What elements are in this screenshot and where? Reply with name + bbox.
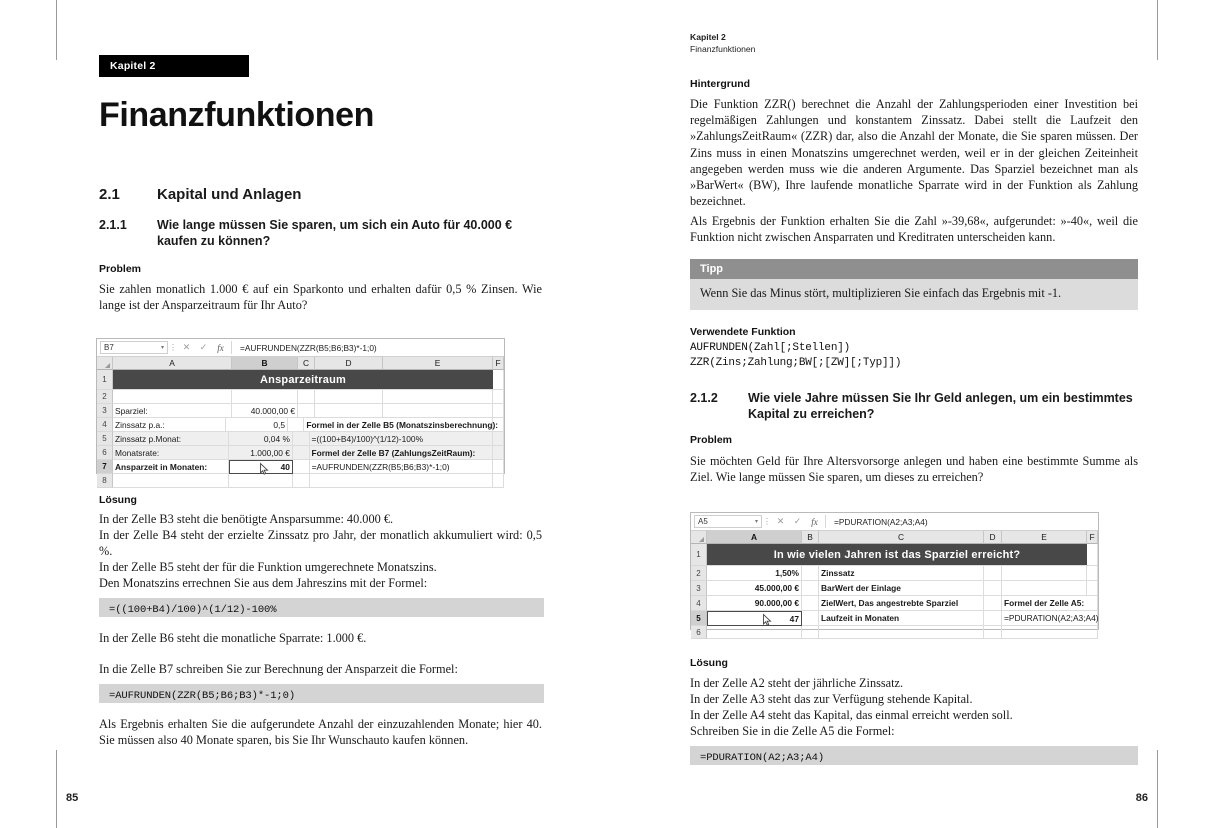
excel-cell-e5-2[interactable]: =PDURATION(A2;A3;A4)	[1002, 611, 1098, 626]
excel-cell-e4-2[interactable]: Formel der Zelle A5:	[1002, 596, 1098, 611]
solution-line-2: In der Zelle B4 steht der erzielte Zinssatz pro Jahr, der monatlich akkumuliert wird: 0,5 %.	[99, 528, 542, 559]
excel-column-header-row	[97, 357, 504, 370]
excel-cell-c6-2[interactable]	[819, 626, 984, 639]
page-title: Finanzfunktionen	[99, 96, 375, 134]
column-header-f-2[interactable]: F	[1087, 531, 1098, 544]
formula-box-1: =((100+B4)/100)^(1/12)-100%	[99, 598, 544, 617]
excel-row-4	[97, 418, 504, 432]
select-all-corner-2[interactable]	[691, 531, 707, 544]
page-right	[607, 0, 1214, 828]
chapter-tag: Kapitel 2	[99, 55, 249, 77]
excel-cell-c2[interactable]	[298, 390, 315, 404]
excel-cell-b2[interactable]	[232, 390, 298, 404]
row-header-3[interactable]: 3	[97, 404, 113, 418]
excel-cell-d5-2[interactable]	[984, 611, 1002, 626]
column-header-a[interactable]: A	[113, 357, 232, 370]
tip-box	[690, 259, 1138, 310]
used-function-2: ZZR(Zins;Zahlung;BW[;[ZW][;Typ]])	[690, 357, 902, 369]
excel-formula-input[interactable]: =AUFRUNDEN(ZZR(B5;B6;B3)*-1;0)	[240, 342, 377, 353]
row-header-1[interactable]: 1	[97, 370, 113, 390]
after-formula-text: In der Zelle B6 steht die monatliche Sparrate: 1.000 €.	[99, 631, 367, 645]
excel-cell-a6[interactable]: Monatsrate:	[113, 446, 229, 460]
excel-cell-a5-active[interactable]: 47	[707, 611, 802, 626]
excel-cell-f4[interactable]	[493, 418, 504, 432]
excel-row-4-2	[691, 596, 1098, 611]
problem-label-right: Problem	[690, 434, 733, 446]
excel-cell-b6[interactable]: 1.000,00 €	[229, 446, 293, 460]
excel-cell-d8[interactable]	[310, 474, 494, 488]
excel-row-6	[97, 446, 504, 460]
row-header-3-2[interactable]: 3	[691, 581, 707, 596]
formula-box-right: =PDURATION(A2;A3;A4)	[690, 746, 1138, 765]
excel-row-5-2	[691, 611, 1098, 626]
excel-cell-a5[interactable]: Zinssatz p.Monat:	[113, 432, 229, 446]
column-header-c-2[interactable]: C	[819, 531, 984, 544]
chevron-down-icon[interactable]: ▾	[160, 345, 164, 351]
more-options-icon[interactable]: ⋮	[169, 343, 177, 352]
excel-cell-d6-2[interactable]	[984, 626, 1002, 639]
row-header-4-2[interactable]: 4	[691, 596, 707, 611]
row-header-8[interactable]: 8	[97, 474, 113, 488]
excel-cell-f6[interactable]	[493, 446, 504, 460]
accept-icon-2[interactable]: ✓	[793, 516, 802, 526]
section-title: Kapital und Anlagen	[157, 186, 302, 203]
excel-cell-f2-2[interactable]	[1087, 566, 1098, 581]
excel-name-box-2[interactable]	[694, 515, 762, 528]
mouse-pointer-icon-2	[763, 614, 772, 626]
excel-title-banner: Ansparzeitraum	[113, 370, 493, 390]
page-edge-rule-bottom-right	[1157, 750, 1158, 828]
excel-cell-c8[interactable]	[293, 474, 310, 488]
excel-row-3	[97, 404, 504, 418]
excel-cell-c6[interactable]	[293, 446, 310, 460]
excel-cell-d3[interactable]	[315, 404, 383, 418]
column-header-d-2[interactable]: D	[984, 531, 1002, 544]
page-edge-rule-top-right	[1157, 0, 1158, 60]
solution-label: Lösung	[99, 494, 137, 506]
excel-cell-a8[interactable]	[113, 474, 229, 488]
excel-name-box-value: B7	[104, 343, 114, 352]
excel-cell-a4-2[interactable]: 90.000,00 €	[707, 596, 802, 611]
excel-column-header-row-2	[691, 531, 1098, 544]
formula-box-2: =AUFRUNDEN(ZZR(B5;B6;B3)*-1;0)	[99, 684, 544, 703]
excel-cell-b4-2[interactable]	[802, 596, 819, 611]
excel-cell-d2-2[interactable]	[984, 566, 1002, 581]
subsection-number-212: 2.1.2	[690, 391, 718, 405]
solution-line-1: In der Zelle B3 steht die benötigte Ansparsumme: 40.000 €.	[99, 512, 394, 526]
row-header-2[interactable]: 2	[97, 390, 113, 404]
used-function-1: AUFRUNDEN(Zahl[;Stellen])	[690, 342, 851, 354]
excel-cell-e3[interactable]	[383, 404, 493, 418]
excel-cell-a6-2[interactable]	[707, 626, 802, 639]
row-header-6-2[interactable]: 6	[691, 626, 707, 639]
excel-row-2-2	[691, 566, 1098, 581]
column-header-d[interactable]: D	[315, 357, 383, 370]
row-header-1-2[interactable]: 1	[691, 544, 707, 566]
more-options-icon-2[interactable]: ⋮	[763, 517, 771, 526]
excel-row-6-2	[691, 626, 1098, 639]
mouse-pointer-icon	[260, 463, 269, 475]
closing-text: Als Ergebnis erhalten Sie die aufgerundete Anzahl der einzuzahlenden Monate; hier 40. Sie müssen also 40 Monate sparen, bis Sie Ihr Wunschauto kaufen können.	[99, 717, 542, 748]
excel-cell-d4-2[interactable]	[984, 596, 1002, 611]
excel-cell-f1[interactable]	[493, 370, 504, 390]
excel-cell-a3[interactable]: Sparziel:	[113, 404, 232, 418]
row-header-2-2[interactable]: 2	[691, 566, 707, 581]
page-number-left: 85	[66, 792, 79, 804]
tip-box-header: Tipp	[690, 259, 1138, 279]
tip-box-text: Wenn Sie das Minus stört, multiplizieren Sie einfach das Ergebnis mit -1.	[690, 279, 1138, 310]
excel-cell-e3-2[interactable]	[1002, 581, 1087, 596]
column-header-a-2[interactable]: A	[707, 531, 802, 544]
accept-icon[interactable]: ✓	[199, 342, 208, 352]
chevron-down-icon-2[interactable]: ▾	[754, 519, 758, 525]
excel-screenshot-sparziel[interactable]	[690, 512, 1099, 637]
excel-formula-input-2[interactable]: =PDURATION(A2;A3;A4)	[834, 516, 928, 527]
background-text: Die Funktion ZZR() berechnet die Anzahl der Zahlungsperioden einer Investition bei regelmäßigen Zahlungen und konstantem Zinssatz. Dabei stellt die Laufzeit den »ZahlungsZeitRaum« (ZZR) dar, also die Anzahl der Monate, die Sie sparen müssen. Der Zins muss in einen Monatszins umgerechnet werden, weil er in der gleichen Zeiteinheit angegeben werden muss wie die anderen Argumente. Das Sparziel bezeichnet man als »BarWert« (BW), Ihre laufende monatliche Sparrate wird in der Funktion als Zahlung bezeichnet.	[690, 97, 1138, 209]
excel-row-3-2	[691, 581, 1098, 596]
excel-screenshot-ansparzeitraum[interactable]	[96, 338, 505, 485]
excel-cell-d3-2[interactable]	[984, 581, 1002, 596]
subsection-heading	[99, 217, 549, 249]
excel-cell-b2-2[interactable]	[802, 566, 819, 581]
subsection-number: 2.1.1	[99, 218, 127, 232]
excel-row-1	[97, 370, 504, 390]
section-number: 2.1	[99, 186, 120, 203]
excel-cell-a7[interactable]: Ansparzeit in Monaten:	[113, 460, 229, 474]
column-header-b[interactable]: B	[232, 357, 298, 370]
excel-row-7	[97, 460, 504, 474]
solution-right-line-1: In der Zelle A2 steht der jährliche Zinssatz.	[690, 676, 904, 690]
solution-label-right: Lösung	[690, 657, 728, 669]
problem-text-right: Sie möchten Geld für Ihre Altersvorsorge anlegen und haben eine bestimmte Summe als Ziel. Wie lange müssen Sie sparen, um dieses zu erreichen?	[690, 454, 1138, 485]
column-header-c[interactable]: C	[298, 357, 315, 370]
running-head-title: Finanzfunktionen	[690, 44, 756, 54]
select-all-corner[interactable]	[97, 357, 113, 370]
excel-row-2	[97, 390, 504, 404]
before-formula-text: In die Zelle B7 schreiben Sie zur Berechnung der Ansparzeit die Formel:	[99, 662, 458, 676]
excel-cell-b3-2[interactable]	[802, 581, 819, 596]
excel-cell-e2[interactable]	[383, 390, 493, 404]
excel-cell-f3[interactable]	[493, 404, 504, 418]
excel-cell-f2[interactable]	[493, 390, 504, 404]
excel-cell-a3-2[interactable]: 45.000,00 €	[707, 581, 802, 596]
column-header-e-2[interactable]: E	[1002, 531, 1087, 544]
excel-cell-c5[interactable]	[293, 432, 310, 446]
running-head-chapter: Kapitel 2	[690, 32, 726, 42]
excel-cell-e2-2[interactable]	[1002, 566, 1087, 581]
excel-cell-b8[interactable]	[229, 474, 293, 488]
excel-name-box[interactable]	[100, 341, 168, 354]
excel-cell-b5-2[interactable]	[802, 611, 819, 626]
subsection-heading-212	[690, 390, 1140, 422]
result-text: Als Ergebnis der Funktion erhalten Sie die Zahl »-39,68«, aufgerundet: »-40«, weil die Funktion nicht zwischen Ansparraten und Kreditraten unterscheiden kann.	[690, 214, 1138, 245]
excel-row-5	[97, 432, 504, 446]
excel-cell-b3[interactable]: 40.000,00 €	[232, 404, 298, 418]
used-function-label: Verwendete Funktion	[690, 326, 796, 338]
divider-2	[825, 515, 826, 528]
excel-cell-f8[interactable]	[493, 474, 504, 488]
insert-function-icon-2[interactable]: fx	[811, 516, 818, 527]
solution-right-line-4: Schreiben Sie in die Zelle A5 die Formel:	[690, 724, 895, 738]
excel-cell-a4[interactable]: Zinssatz p.a.:	[113, 418, 226, 432]
excel-cell-f7[interactable]	[493, 460, 504, 474]
excel-cell-a2-2[interactable]: 1,50%	[707, 566, 802, 581]
excel-cell-c5-2[interactable]: Laufzeit in Monaten	[819, 611, 984, 626]
cancel-icon-2[interactable]: ✕	[776, 516, 785, 526]
excel-title-banner-2: In wie vielen Jahren ist das Sparziel erreicht?	[707, 544, 1087, 566]
excel-cell-c7[interactable]	[293, 460, 310, 474]
excel-cell-f5[interactable]	[493, 432, 504, 446]
excel-name-box-value-2: A5	[698, 517, 708, 526]
problem-label: Problem	[99, 263, 142, 275]
solution-line-3: In der Zelle B5 steht der für die Funktion umgerechnete Monatszins.	[99, 560, 437, 574]
excel-cell-a2[interactable]	[113, 390, 232, 404]
excel-cell-f3-2[interactable]	[1087, 581, 1098, 596]
excel-cell-d6[interactable]: Formel der Zelle B7 (ZahlungsZeitRaum):	[310, 446, 494, 460]
row-header-7[interactable]: 7	[97, 460, 113, 474]
excel-cell-c4-2[interactable]: ZielWert, Das angestrebte Sparziel	[819, 596, 984, 611]
page-number-right: 86	[1135, 792, 1148, 804]
cancel-icon[interactable]: ✕	[182, 342, 191, 352]
solution-right-line-2: In der Zelle A3 steht das zur Verfügung stehende Kapital.	[690, 692, 973, 706]
column-header-f[interactable]: F	[493, 357, 504, 370]
solution-right-line-3: In der Zelle A4 steht das Kapital, das einmal erreicht werden soll.	[690, 708, 1013, 722]
solution-line-4: Den Monatszins errechnen Sie aus dem Jahreszins mit der Formel:	[99, 576, 428, 590]
excel-cell-c3-2[interactable]: BarWert der Einlage	[819, 581, 984, 596]
excel-cell-b4[interactable]: 0,5	[226, 418, 289, 432]
excel-cell-b6-2[interactable]	[802, 626, 819, 639]
excel-cell-b5[interactable]: 0,04 %	[229, 432, 293, 446]
excel-cell-c3[interactable]	[298, 404, 315, 418]
excel-formula-bar[interactable]	[97, 339, 504, 357]
excel-formula-bar-2[interactable]	[691, 513, 1098, 531]
excel-cell-b7-active[interactable]: 40	[229, 460, 293, 474]
column-header-e[interactable]: E	[383, 357, 493, 370]
excel-cell-e6-2[interactable]	[1002, 626, 1098, 639]
row-header-5[interactable]: 5	[97, 432, 113, 446]
problem-text: Sie zahlen monatlich 1.000 € auf ein Sparkonto und erhalten dafür 0,5 % Zinsen. Wie lange ist der Ansparzeitraum für Ihr Auto?	[99, 282, 542, 313]
subsection-title: Wie lange müssen Sie sparen, um sich ein Auto für 40.000 € kaufen zu können?	[157, 218, 513, 248]
excel-row-1-2	[691, 544, 1098, 566]
background-label: Hintergrund	[690, 78, 751, 90]
page-edge-rule-top	[56, 0, 57, 60]
insert-function-icon[interactable]: fx	[217, 342, 224, 353]
row-header-4[interactable]: 4	[97, 418, 113, 432]
section-heading	[99, 186, 301, 203]
excel-row-8	[97, 474, 504, 488]
running-head	[690, 31, 755, 55]
divider	[231, 341, 232, 354]
excel-cell-c2-2[interactable]: Zinssatz	[819, 566, 984, 581]
page-edge-rule-bottom	[56, 750, 57, 828]
column-header-b-2[interactable]: B	[802, 531, 819, 544]
excel-cell-f1-2[interactable]	[1087, 544, 1098, 566]
row-header-5-2[interactable]: 5	[691, 611, 707, 626]
excel-cell-d2[interactable]	[315, 390, 383, 404]
excel-cell-d7[interactable]: =AUFRUNDEN(ZZR(B5;B6;B3)*-1;0)	[310, 460, 494, 474]
excel-cell-c4[interactable]	[288, 418, 304, 432]
excel-cell-d4[interactable]: Formel in der Zelle B5 (Monatszinsberechnung):	[304, 418, 493, 432]
subsection-title-212: Wie viele Jahre müssen Sie Ihr Geld anlegen, um ein bestimmtes Kapital zu erreichen?	[748, 391, 1133, 421]
row-header-6[interactable]: 6	[97, 446, 113, 460]
excel-cell-d5[interactable]: =((100+B4)/100)^(1/12)-100%	[310, 432, 494, 446]
